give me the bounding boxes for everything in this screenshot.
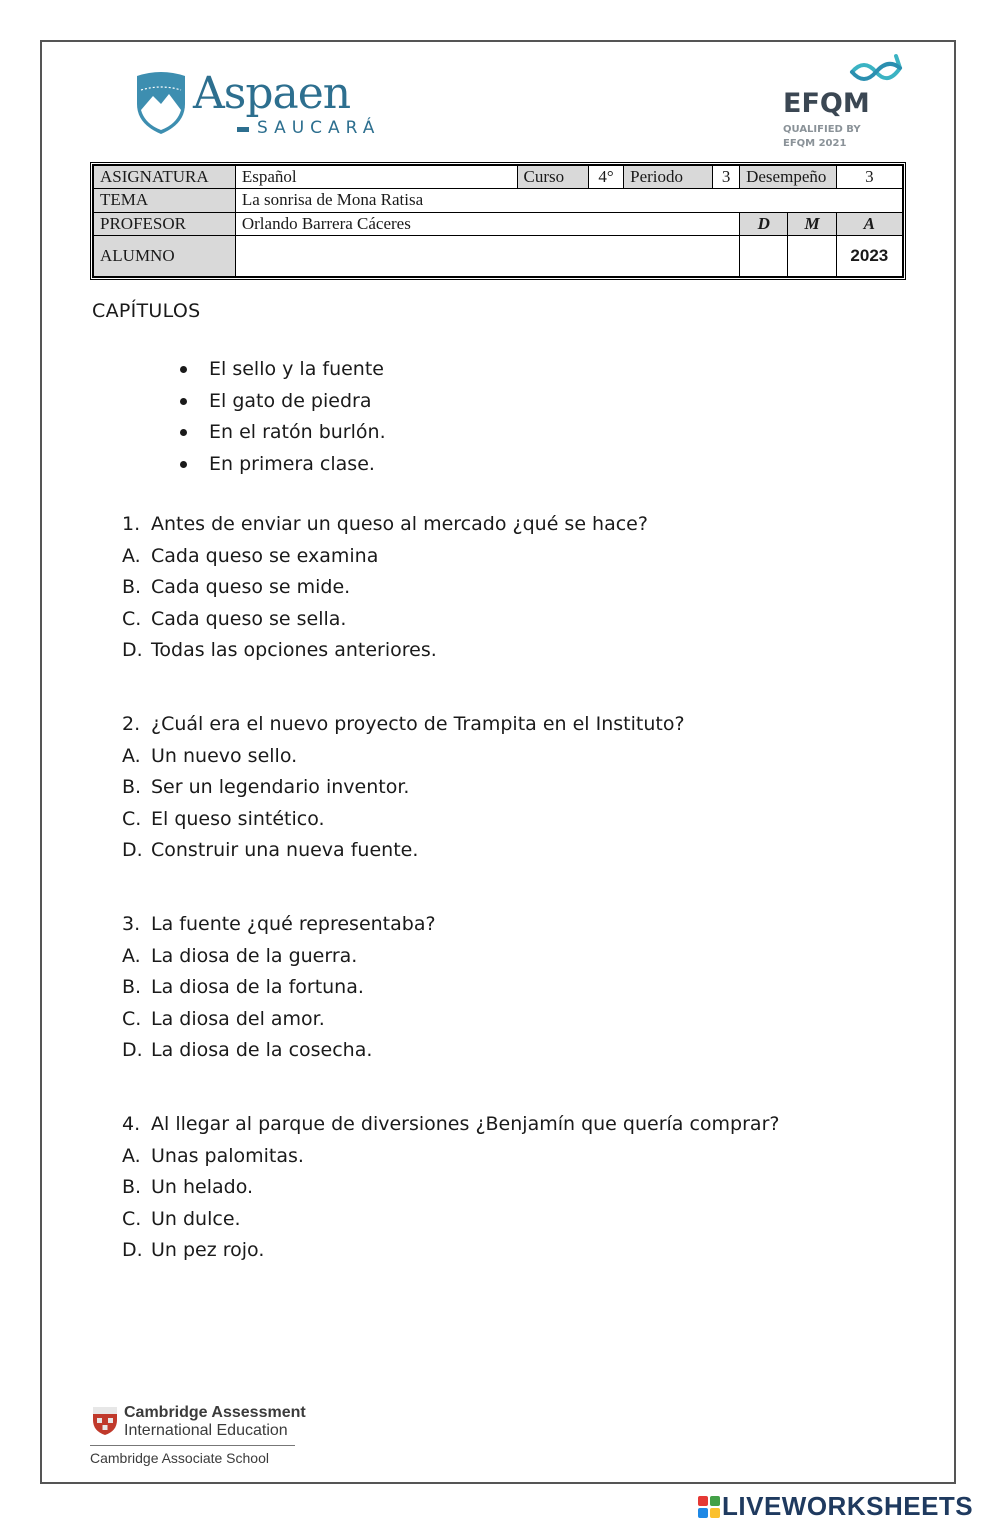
answer-option[interactable]: D. Un pez rojo. [122,1239,265,1261]
question-2 [122,709,685,867]
answer-option[interactable]: C. El queso sintético. [122,807,325,830]
alumno-field[interactable] [235,235,739,276]
cambridge-divider [90,1445,295,1446]
chapter-text: El sello y la fuente [209,358,384,380]
periodo-value: 3 [713,166,740,189]
efqm-infinity-icon [846,50,906,90]
liveworksheets-grid-icon [698,1496,720,1518]
liveworksheets-logo [698,1490,998,1522]
answer-option[interactable]: D. La diosa de la cosecha. [122,1039,373,1061]
day-header: D [740,212,788,235]
day-field[interactable] [740,235,788,276]
alumno-label: ALUMNO [94,235,236,276]
bullet-icon [180,429,187,436]
answer-option[interactable]: C. La diosa del amor. [122,1007,325,1030]
bullet-icon [180,366,187,373]
cambridge-logo [90,1402,320,1472]
answer-option[interactable]: A. Unas palomitas. [122,1144,304,1167]
question-stem: 1. Antes de enviar un queso al mercado ¿qué se hace? [122,513,648,535]
asignatura-label: ASIGNATURA [94,166,236,189]
bullet-icon [180,461,187,468]
liveworksheets-wordmark: LIVEWORKSHEETS [722,1491,974,1521]
answer-option[interactable]: B. La diosa de la fortuna. [122,976,364,998]
cambridge-associate: Cambridge Associate School [90,1450,269,1466]
question-3 [122,909,436,1067]
efqm-logo [780,50,910,155]
answer-option[interactable]: A. Cada queso se examina [122,544,379,567]
desempeno-value: 3 [836,166,902,189]
question-1 [122,509,648,667]
answer-option[interactable]: C. Cada queso se sella. [122,607,347,630]
tema-value: La sonrisa de Mona Ratisa [235,189,902,212]
question-stem: 4. Al llegar al parque de diversiones ¿Benjamín que quería comprar? [122,1113,780,1135]
chapter-item [180,449,386,481]
question-4 [122,1109,779,1267]
answer-option[interactable]: D. Construir una nueva fuente. [122,839,419,861]
profesor-label: PROFESOR [94,212,236,235]
profesor-value: Orlando Barrera Cáceres [235,212,739,235]
saucara-wordmark: SAUCARÁ [257,118,381,138]
bullet-icon [180,398,187,405]
answer-option[interactable]: B. Un helado. [122,1176,254,1198]
aspaen-logo [135,66,395,146]
section-title: CAPÍTULOS [92,300,201,322]
periodo-label: Periodo [624,166,713,189]
efqm-year: EFQM 2021 [783,138,847,149]
month-field[interactable] [788,235,836,276]
chapter-item [180,354,386,386]
asignatura-value: Español [235,166,517,189]
year-header: A [836,212,902,235]
cambridge-title: Cambridge Assessment [124,1404,306,1421]
tema-label: TEMA [94,189,236,212]
desempeno-label: Desempeño [740,166,837,189]
year-value: 2023 [836,235,902,276]
cambridge-subtitle: International Education [124,1422,288,1439]
curso-label: Curso [517,166,588,189]
saucara-dash [237,127,249,132]
answer-option[interactable]: A. Un nuevo sello. [122,744,298,767]
aspaen-wordmark: Aspaen [193,68,351,119]
chapter-item [180,417,386,449]
cambridge-shield-icon [92,1406,118,1436]
chapter-item [180,386,386,418]
month-header: M [788,212,836,235]
answer-option[interactable]: C. Un dulce. [122,1207,241,1230]
answer-option[interactable]: B. Cada queso se mide. [122,576,351,598]
chapter-text: En primera clase. [209,452,375,475]
header-table [90,162,906,280]
curso-value: 4° [588,166,623,189]
chapter-text: En el ratón burlón. [209,421,386,443]
efqm-wordmark: EFQM [783,88,870,119]
efqm-qualified: QUALIFIED BY [783,124,861,135]
answer-option[interactable]: A. La diosa de la guerra. [122,944,358,967]
chapter-text: El gato de piedra [209,389,372,412]
question-stem: 3. La fuente ¿qué representaba? [122,913,436,935]
answer-option[interactable]: D. Todas las opciones anteriores. [122,639,437,661]
question-stem: 2. ¿Cuál era el nuevo proyecto de Trampita en el Instituto? [122,713,685,735]
aspaen-shield-icon [135,70,187,136]
chapter-list [180,354,386,480]
answer-option[interactable]: B. Ser un legendario inventor. [122,776,410,798]
